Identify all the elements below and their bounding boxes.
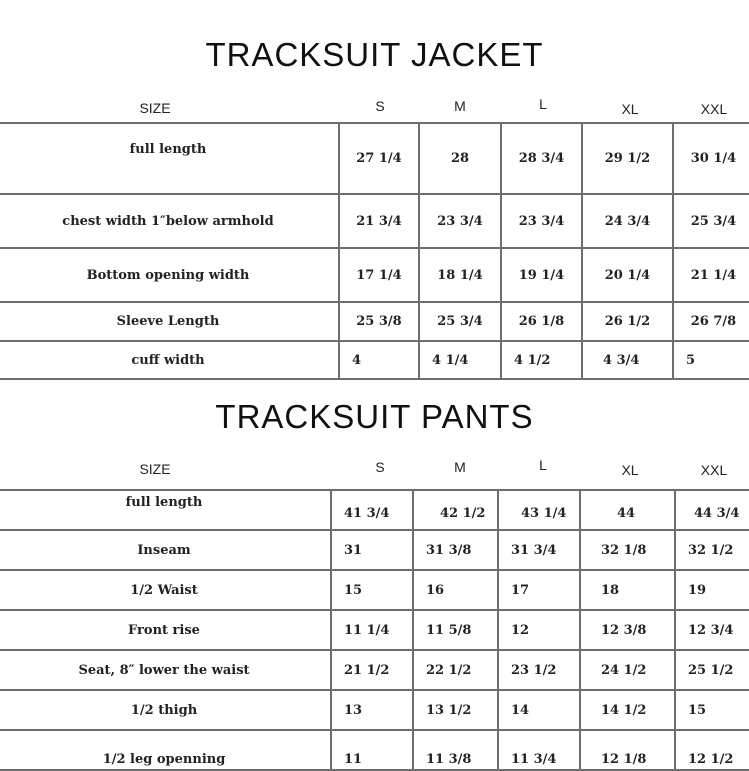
cell-xl: 44 — [580, 490, 675, 530]
row-label: Bottom opening width — [0, 248, 339, 302]
cell-l: 11 3/4 — [498, 730, 580, 770]
cell-l: 4 1/2 — [501, 341, 582, 379]
cell-m: 22 1/2 — [413, 650, 498, 690]
pants-size-m: M — [454, 459, 466, 475]
cell-s: 21 1/2 — [331, 650, 413, 690]
cell-l: 12 — [498, 610, 580, 650]
cell-xxl: 15 — [675, 690, 749, 730]
cell-m: 31 3/8 — [413, 530, 498, 570]
pants-size-header: SIZE — [139, 461, 171, 477]
pants-size-l: L — [539, 457, 547, 473]
jacket-size-s: S — [375, 98, 385, 114]
cell-s: 17 1/4 — [339, 248, 419, 302]
row-label: Sleeve Length — [0, 302, 339, 341]
cell-s: 31 — [331, 530, 413, 570]
cell-xxl: 26 7/8 — [673, 302, 749, 341]
cell-m: 25 3/4 — [419, 302, 501, 341]
cell-s: 27 1/4 — [339, 123, 419, 194]
cell-m: 18 1/4 — [419, 248, 501, 302]
cell-xxl: 25 3/4 — [673, 194, 749, 248]
cell-s: 41 3/4 — [331, 490, 413, 530]
cell-m: 23 3/4 — [419, 194, 501, 248]
row-label: full length — [0, 123, 339, 194]
cell-l: 28 3/4 — [501, 123, 582, 194]
jacket-size-l: L — [539, 96, 547, 112]
table-row — [0, 570, 749, 610]
table-row — [0, 530, 749, 570]
cell-s: 15 — [331, 570, 413, 610]
row-label: 1/2 thigh — [0, 690, 331, 730]
cell-l: 26 1/8 — [501, 302, 582, 341]
cell-l: 23 3/4 — [501, 194, 582, 248]
cell-xxl: 21 1/4 — [673, 248, 749, 302]
table-row — [0, 248, 749, 302]
pants-size-xl: XL — [621, 462, 639, 478]
cell-xxl: 12 1/2 — [675, 730, 749, 770]
cell-m: 4 1/4 — [419, 341, 501, 379]
cell-xxl: 19 — [675, 570, 749, 610]
jacket-size-m: M — [454, 98, 466, 114]
pants-size-table — [0, 489, 749, 771]
jacket-size-table — [0, 122, 749, 380]
cell-xxl: 32 1/2 — [675, 530, 749, 570]
row-label: chest width 1″below armhold — [0, 194, 339, 248]
jacket-size-xxl: XXL — [700, 101, 728, 117]
row-label: Seat, 8″ lower the waist — [0, 650, 331, 690]
cell-l: 43 1/4 — [498, 490, 580, 530]
cell-xxl: 25 1/2 — [675, 650, 749, 690]
cell-xxl: 44 3/4 — [675, 490, 749, 530]
cell-l: 23 1/2 — [498, 650, 580, 690]
table-row — [0, 341, 749, 379]
table-row — [0, 730, 749, 770]
cell-xl: 29 1/2 — [582, 123, 673, 194]
cell-xl: 20 1/4 — [582, 248, 673, 302]
cell-s: 13 — [331, 690, 413, 730]
cell-m: 16 — [413, 570, 498, 610]
cell-l: 14 — [498, 690, 580, 730]
cell-m: 11 5/8 — [413, 610, 498, 650]
table-row — [0, 690, 749, 730]
cell-l: 19 1/4 — [501, 248, 582, 302]
table-row — [0, 302, 749, 341]
table-row — [0, 123, 749, 194]
jacket-size-xl: XL — [621, 101, 639, 117]
cell-m: 11 3/8 — [413, 730, 498, 770]
cell-s: 11 1/4 — [331, 610, 413, 650]
cell-s: 21 3/4 — [339, 194, 419, 248]
cell-xl: 12 1/8 — [580, 730, 675, 770]
pants-size-s: S — [375, 459, 385, 475]
cell-xl: 4 3/4 — [582, 341, 673, 379]
cell-xl: 24 1/2 — [580, 650, 675, 690]
cell-s: 11 — [331, 730, 413, 770]
cell-m: 28 — [419, 123, 501, 194]
table-row — [0, 610, 749, 650]
row-label: Inseam — [0, 530, 331, 570]
cell-xxl: 12 3/4 — [675, 610, 749, 650]
cell-xxl: 30 1/4 — [673, 123, 749, 194]
cell-xl: 18 — [580, 570, 675, 610]
cell-m: 42 1/2 — [413, 490, 498, 530]
cell-xl: 24 3/4 — [582, 194, 673, 248]
row-label: 1/2 leg openning — [0, 730, 331, 770]
row-label: full length — [0, 490, 331, 530]
pants-title: TRACKSUIT PANTS — [215, 398, 534, 435]
cell-xl: 14 1/2 — [580, 690, 675, 730]
cell-xl: 12 3/8 — [580, 610, 675, 650]
row-label: Front rise — [0, 610, 331, 650]
cell-xl: 26 1/2 — [582, 302, 673, 341]
table-row — [0, 194, 749, 248]
jacket-title: TRACKSUIT JACKET — [205, 36, 544, 73]
row-label: cuff width — [0, 341, 339, 379]
cell-m: 13 1/2 — [413, 690, 498, 730]
table-row — [0, 650, 749, 690]
table-row — [0, 490, 749, 530]
jacket-size-header: SIZE — [139, 100, 171, 116]
cell-l: 31 3/4 — [498, 530, 580, 570]
cell-l: 17 — [498, 570, 580, 610]
cell-xl: 32 1/8 — [580, 530, 675, 570]
pants-size-xxl: XXL — [700, 462, 728, 478]
row-label: 1/2 Waist — [0, 570, 331, 610]
cell-s: 25 3/8 — [339, 302, 419, 341]
cell-s: 4 — [339, 341, 419, 379]
cell-xxl: 5 — [673, 341, 749, 379]
